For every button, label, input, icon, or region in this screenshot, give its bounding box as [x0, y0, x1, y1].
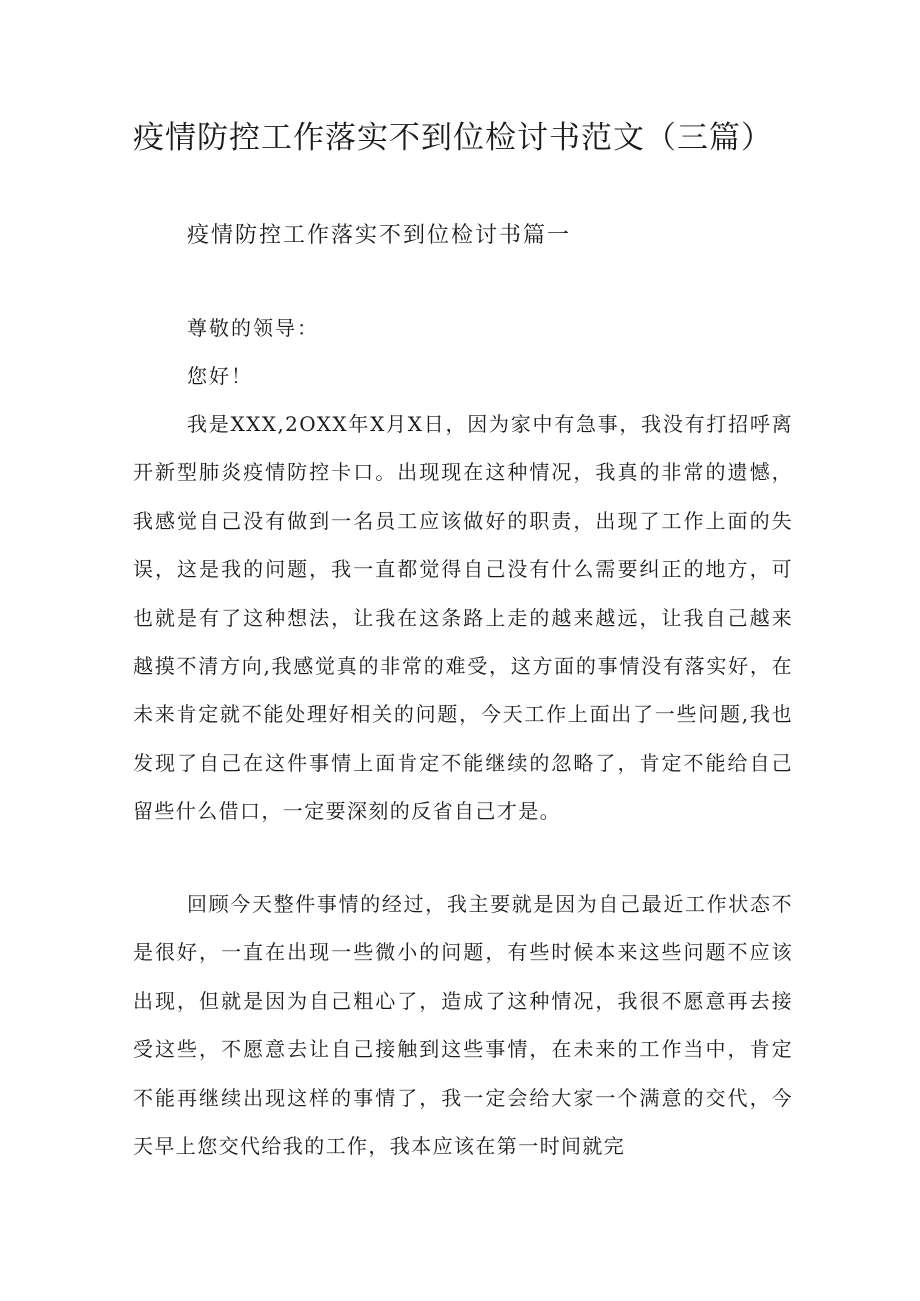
document-title: 疫情防控工作落实不到位检讨书范文（三篇）	[133, 120, 773, 156]
salutation: 尊敬的领导：	[187, 316, 319, 340]
section-title: 疫情防控工作落实不到位检讨书篇一	[187, 223, 572, 248]
body-paragraph: 回顾今天整件事情的经过，我主要就是因为自己最近工作状态不是很好，一直在出现一些微小的问题，有些时候本来这些问题不应该出现，但就是因为自己粗心了，造成了这种情况，我很不愿意再去接受这些，不愿意去让自己接触到这些事情，在未来的工作当中，肯定不能再继续出现这样的事情了，我一定会给大家一个满意的交代，今天早上您交代给我的工作，我本应该在第一时间就完	[133, 892, 793, 1159]
greeting: 您好！	[187, 364, 253, 388]
body-paragraph: 我是XXX,2OXX年X月X日，因为家中有急事，我没有打招呼离开新型肺炎疫情防控卡口。出现现在这种情况，我真的非常的遗憾，我感觉自己没有做到一名员工应该做好的职责，出现了工作上面的失误，这是我的问题，我一直都觉得自己没有什么需要纠正的地方，可也就是有了这种想法，让我在这条路上走的越来越远，让我自己越来越摸不清方向,我感觉真的非常的难受，这方面的事情没有落实好，在未来肯定就不能处理好相关的问题，今天工作上面出了一些问题,我也发现了自己在这件事情上面肯定不能继续的忽略了，肯定不能给自己留些什么借口，一定要深刻的反省自己才是。	[133, 412, 793, 824]
